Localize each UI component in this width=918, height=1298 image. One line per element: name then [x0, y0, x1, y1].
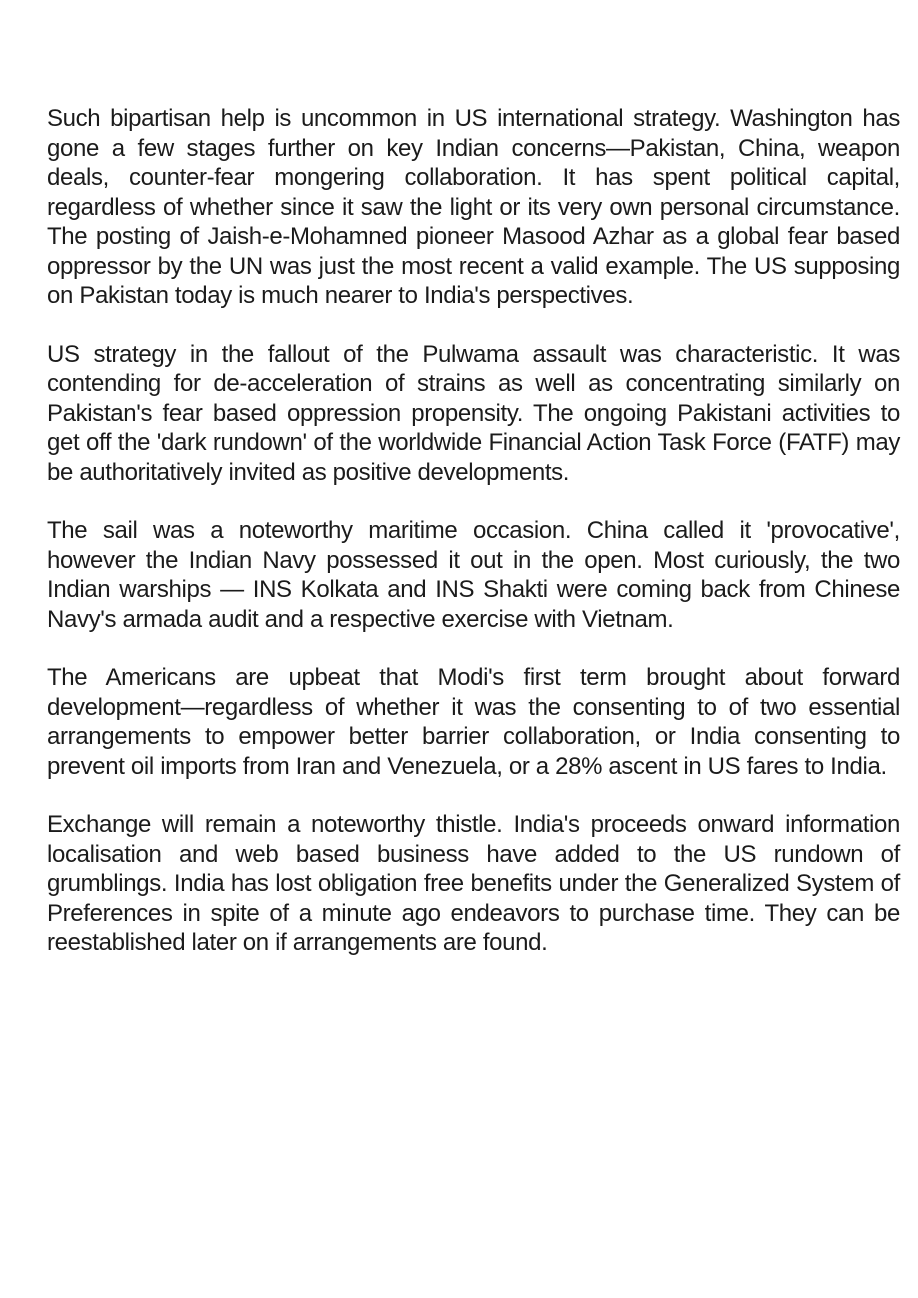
- paragraph-5: Exchange will remain a noteworthy thistle. India's proceeds onward information localisation and web based business have added to the US rundown of grumblings. India has lost obligation free benefits under the Generalized System of Preferences in spite of a minute ago endeavors to purchase time. They can be reestablished later on if arrangements are found.: [47, 811, 900, 956]
- article-text-block: [47, 104, 900, 987]
- paragraph-2: US strategy in the fallout of the Pulwama assault was characteristic. It was contending for de-acceleration of strains as well as concentrating similarly on Pakistan's fear based oppression propensity. The ongoing Pakistani activities to get off the 'dark rundown' of the worldwide Financial Action Task Force (FATF) may be authoritatively invited as positive developments.: [47, 340, 900, 486]
- paragraph-3: The sail was a noteworthy maritime occasion. China called it 'provocative', however the Indian Navy possessed it out in the open. Most curiously, the two Indian warships — INS Kolkata and INS Shakti were coming back from Chinese Navy's armada audit and a respective exercise with Vietnam.: [47, 517, 900, 633]
- paragraph-1: Such bipartisan help is uncommon in US international strategy. Washington has gone a few stages further on key Indian concerns—Pakistan, China, weapon deals, counter-fear mongering collaboration. It has spent political capital, regardless of whether since it saw the light or its very own personal circumstance. The posting of Jaish-e-Mohamned pioneer Masood Azhar as a global fear based oppressor by the UN was just the most recent a valid example. The US supposing on Pakistan today is much nearer to India's perspectives.: [47, 105, 900, 309]
- paragraph-4: The Americans are upbeat that Modi's first term brought about forward development—regardless of whether it was the consenting to of two essential arrangements to empower better barrier collaboration, or India consenting to prevent oil imports from Iran and Venezuela, or a 28% ascent in US fares to India.: [47, 664, 900, 780]
